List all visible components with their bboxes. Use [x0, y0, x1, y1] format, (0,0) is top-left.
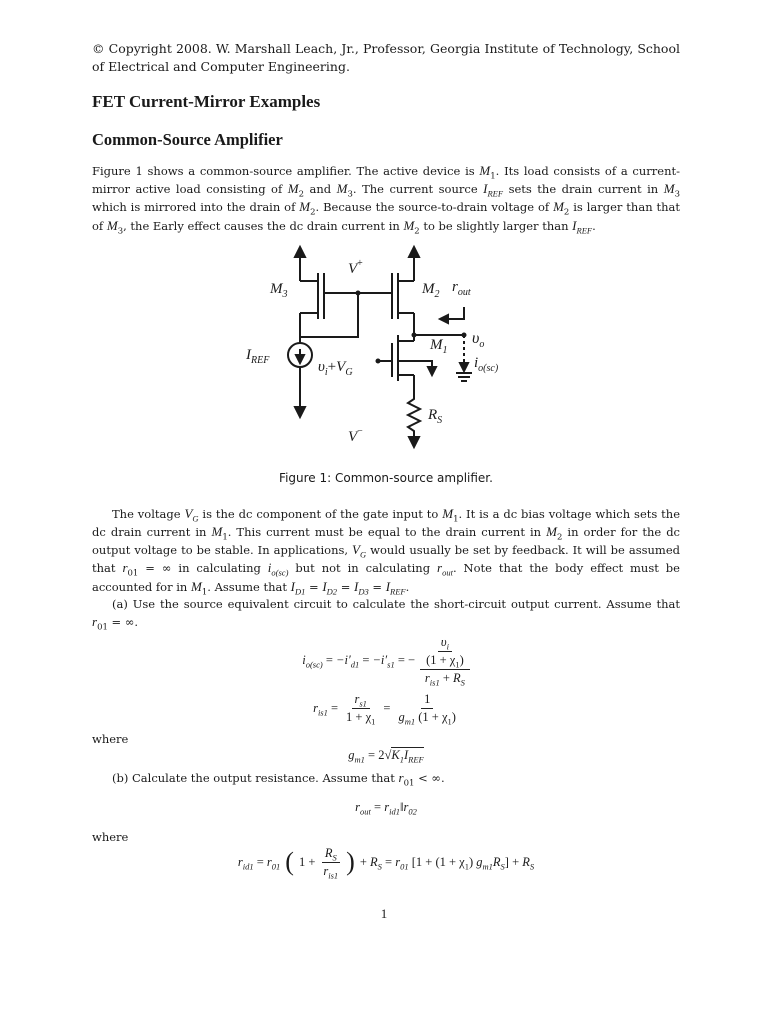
label-iosc: $i_{o(sc)}$ — [474, 354, 499, 374]
document-page — [92, 40, 680, 879]
label-m3: $M_3$ — [270, 280, 288, 300]
where-label-2: where — [92, 829, 129, 844]
label-m2: $M_2$ — [422, 280, 440, 300]
equation-rout: $r_{out}$ = $r_{id1}‖r_{02}$ — [355, 799, 417, 817]
paragraph-vg: The voltage $V_G$ is the dc component of the gate input to $M_1$. It is a dc bias voltage which sets the dc drain current in $M_1$. This current must be equal to the drain current in $M_2$ in order for the dc output voltage to be stable. In applications, $V_G$ would usually be set by feedback. It will be assumed that $r_{01}$ = ∞ in calculating $i_{o(sc)}$ but not in calculating $r_{out}$. Note that the body effect must be accounted for in $M_1$. Assume that $I_{D1} = I_{D2} = I_{D3} = I_{REF}$. — [92, 505, 681, 597]
page-number: 1 — [380, 906, 388, 921]
label-vminus: V− — [348, 425, 363, 445]
section-heading: Common-Source Amplifier — [92, 130, 283, 149]
part-b: (b) Calculate the output resistance. Assume that $r_{01}$ < ∞. — [112, 770, 445, 789]
equation-iosc: $i_{o(sc)} = -i'_{d1} = -i'_{s1}$ = − $\frac{\frac{\upsilon_i}{(1 + \chi_1)}}{r_{is1} + R_S}$ — [92, 635, 680, 686]
equation-rid1: $r_{id1} = r_{01}$ ( 1 + $\frac{R_S}{r_{is1}}$ ) + $R_S = r_{01}$ [$1 + (1 + \chi_1)$ $g_{m1}R_S] + R_S$ — [237, 845, 535, 881]
label-vo: $\upsilon_o$ — [472, 329, 485, 350]
label-rout: $r_{out}$ — [452, 278, 471, 298]
label-iref: $I_{REF}$ — [246, 346, 270, 366]
where-label-1: where — [92, 732, 129, 747]
figure-caption: Figure 1: Common-source amplifier. — [279, 470, 493, 485]
label-rs: $R_S$ — [428, 406, 443, 426]
label-vplus: V+ — [348, 257, 363, 277]
part-a: (a) Use the source equivalent circuit to calculate the short-circuit output current. Assume that $r_{01}$ = ∞. — [92, 596, 680, 633]
equation-ris1: $r_{is1}$ = $\frac{r_{s1}}{1 + \chi_1}$ = $\frac{1}{g_{m1} (1 + \chi_1)}$ — [313, 692, 456, 727]
equation-gm1: $g_{m1} = 2√K_1I_{REF}$ — [348, 748, 424, 765]
copyright-notice: © Copyright 2008. W. Marshall Leach, Jr., Professor, Georgia Institute of Technology, School of Electrical and Computer Engineering. — [92, 41, 680, 74]
label-vin: $\upsilon_i+V_G$ — [318, 358, 353, 378]
document-title: FET Current-Mirror Examples — [92, 92, 321, 111]
label-m1: $M_1$ — [430, 336, 448, 356]
intro-paragraph: Figure 1 shows a common-source amplifier. The active device is $M_1$. Its load consists of a current-mirror active load consisting of $M_2$ and $M_3$. The current source $I_{REF}$ sets the drain current in $M_3$ which is mirrored into the drain of $M_2$. Because the source-to-drain voltage of $M_2$ is larger than that of $M_3$, the Early effect causes the dc drain current in $M_2$ to be slightly larger than $I_{REF}$. — [92, 163, 681, 236]
circuit-figure — [92, 243, 680, 465]
